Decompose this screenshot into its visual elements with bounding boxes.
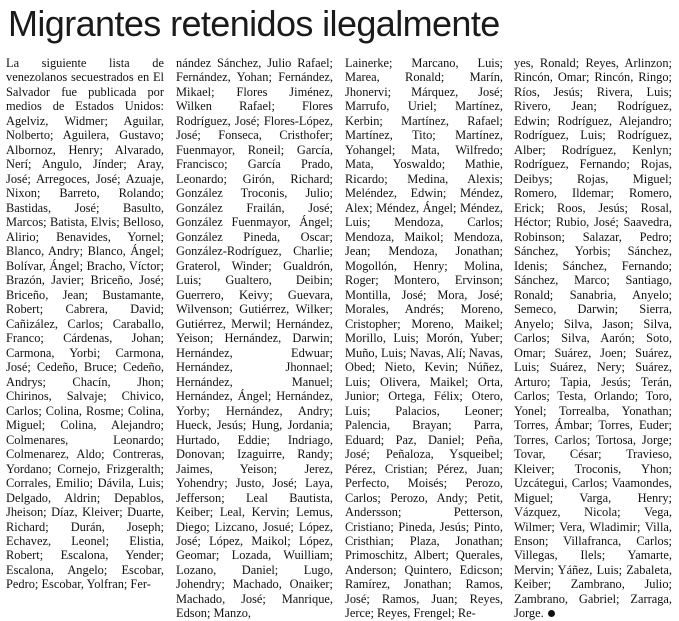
column-text: Lainerke; Marcano, Luis; Marea, Ronald; Marín, Jhonervi; Márquez, José; Marrufo, Uriel; Martínez, Kerbin; Martínez, Rafael; Martínez, Tito; Martínez, Yohangel; Mata, Wilfredo; Mata, Yoswaldo; Mathie, Ricardo; Medina, Alexis; Meléndez, Edwin; Méndez, Alex; Méndez, Ángel; Méndez, Luis; Mendoza, Carlos; Mendoza, Maikol; Mendoza, Jean; Mendoza, Jonathan; Mogollón, Henry; Molina, Roger; Montero, Ervinson; Montilla, José; Mora, José; Morales, Andrés; Moreno, Cristopher; Moreno, Maikel; Morillo, Luis; Morón, Yuber; Muño, Luis; Navas, Alí; Navas, Obed; Nieto, Kevin; Núñez, Luis; Olivera, Maikel; Orta, Junior; Ortega, Félix; Otero, Luis; Palacios, Leoner; Palencia, Brayan; Parra, Eduard; Paz, Daniel; Peña, José; Peñaloza, Ysqueibel; Pérez, Cristian; Pérez, Juan; Perfecto, Moisés; Perozo, Carlos; Perozo, Andy; Petit, Andersson; Petterson, Cristiano; Pineda, Jesús; Pinto, Cristhian; Plaza, Jonathan; Primoschitz, Albert; Querales, Anderson; Quintero, Edicson; Ramírez, Jonathan; Ramos, José; Ramos, Juan; Reyes, Jerce; Reyes, Frengel; Re-	[345, 56, 503, 621]
article-column-4	[514, 56, 672, 621]
page-title: Migrantes retenidos ilegalmente	[8, 3, 500, 44]
end-of-article-bullet-icon	[548, 610, 555, 617]
column-text: nández Sánchez, Julio Rafael; Fernández, Yohan; Fernández, Mikael; Flores Jiménez, Wilken Rafael; Flores Rodríguez, José; Flores-López, José; Fonseca, Cristhofer; Fuenmayor, Roneil; García, Francisco; García Prado, Leonardo; Girón, Richard; González Troconis, Julio; González Frailán, José; González Fuenmayor, Ángel; González Pineda, Oscar; González-Rodríguez, Charlie; Graterol, Winder; Gualdrón, Luis; Gualtero, Deibin; Guerrero, Keivy; Guevara, Wilvenson; Gutiérrez, Wilker; Gutiérrez, Merwil; Hernández, Yeison; Hernández, Darwin; Hernández, Edwuar; Hernández, Jhonnael; Hernández, Manuel; Hernández, Ángel; Hernández, Yorby; Hernández, Andry; Hueck, Jesús; Hung, Jordania; Hurtado, Eddie; Indriago, Donovan; Izaguirre, Randy; Jaimes, Yeison; Jerez, Yohendry; Justo, José; Laya, Jefferson; Leal Bautista, Keiber; Leal, Kervin; Lemus, Diego; Lizcano, Josué; López, José; López, Maikol; López, Geomar; Lozada, Wuilliam; Lozano, Daniel; Lugo, Johendry; Machado, Onaiker; Machado, José; Manrique, Edson; Manzo,	[176, 56, 333, 621]
article-column-3	[345, 56, 503, 621]
column-text: yes, Ronald; Reyes, Arlinzon; Rincón, Omar; Rincón, Ringo; Ríos, Jesús; Rivera, Luis; Rivero, Jean; Rodríguez, Edwin; Rodríguez, Alejandro; Rodríguez, Luis; Rodríguez, Alber; Rodríguez, Kenlyn; Rodríguez, Fernando; Rojas, Deibys; Rojas, Miguel; Romero, Ildemar; Romero, Erick; Roos, Jesús; Rosal, Héctor; Rubio, José; Saavedra, Robinson; Salazar, Pedro; Sánchez, Yorbis; Sánchez, Idenis; Sánchez, Fernando; Sánchez, Marco; Santiago, Ronald; Sanabria, Anyelo; Semeco, Darwin; Sierra, Anyelo; Silva, Jason; Silva, Carlos; Silva, Aarón; Soto, Omar; Suárez, Joen; Suárez, Luis; Suárez, Nery; Suárez, Arturo; Tapia, Jesús; Terán, Carlos; Testa, Orlando; Toro, Yonel; Torrealba, Yonathan; Torres, Ámbar; Torres, Euder; Torres, Carlos; Tortosa, Jorge; Tovar, César; Travieso, Kleiver; Troconis, Yhon; Uzcátegui, Carlos; Vaamondes, Miguel; Varga, Henry; Vázquez, Nicola; Vega, Wilmer; Vera, Wladimir; Villa, Enson; Villafranca, Carlos; Villegas, Ilels; Yamarte, Mervin; Yáñez, Luis; Zabaleta, Keiber; Zambrano, Julio; Zambrano, Gabriel; Zarraga, Jorge.	[514, 56, 672, 621]
article-column-1	[6, 56, 164, 592]
column-text: La siguiente lista de venezolanos secuestrados en El Salvador fue publicada por medios de Estados Unidos: Agelviz, Widmer; Aguilar, Nolberto; Aguilera, Gustavo; Albornoz, Henry; Alvarado, Nerí; Angulo, Jínder; Aray, José; Arregoces, José; Azuaje, Nixon; Barreto, Rolando; Bastidas, José; Basulto, Marcos; Batista, Elvis; Belloso, Alirio; Benavides, Yornel; Blanco, Andry; Blanco, Ángel; Bolívar, Ángel; Bracho, Víctor; Brazón, Javier; Briceño, José; Briceño, Jean; Bustamante, Robert; Cabrera, David; Cañizález, Carlos; Caraballo, Franco; Cárdenas, Johan; Carmona, Yorbi; Carmona, José; Cedeño, Bruce; Cedeño, Andrys; Chacín, Jhon; Chirinos, Salvaje; Chivico, Carlos; Colina, Rosme; Colina, Miguel; Colina, Alejandro; Colmenares, Leonardo; Colmenarez, Aldo; Contreras, Yordano; Cornejo, Frizgeralth; Corrales, Emilio; Dávila, Luis; Delgado, Aldrin; Depablos, Jheison; Díaz, Kleiver; Duarte, Richard; Durán, Joseph; Echavez, Leonel; Elistia, Robert; Escalona, Yender; Escalona, Angelo; Escobar, Pedro; Escobar, Yolfran; Fer-	[6, 56, 164, 592]
article-column-2	[176, 56, 333, 621]
